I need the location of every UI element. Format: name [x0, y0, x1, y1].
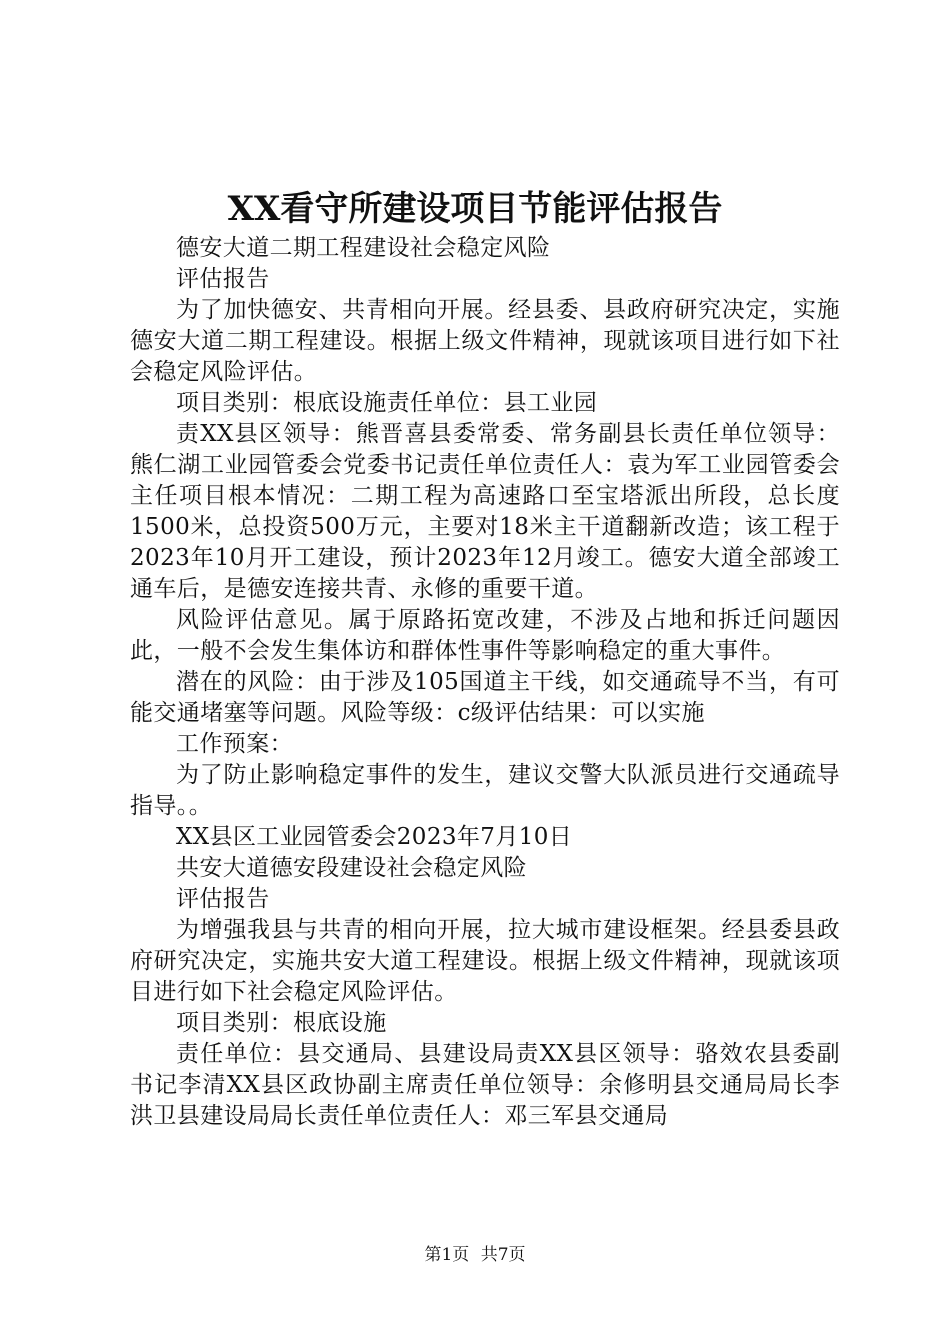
paragraph: 评估报告 — [176, 266, 270, 292]
paragraph: 评估报告 — [176, 886, 270, 912]
paragraph: 为了防止影响稳定事件的发生，建议交警大队派员进行交通疏导指导。。 — [130, 762, 840, 819]
paragraph: 责任单位：县交通局、县建设局责XX县区领导：骆效农县委副书记李清XX县区政协副主席责任单位领导：余修明县交通局局长李洪卫县建设局局长责任单位责任人：邓三军县交通局 — [130, 1041, 840, 1129]
document-body — [130, 233, 840, 1132]
paragraph: 工作预案： — [176, 731, 293, 757]
paragraph: 责XX县区领导：熊晋喜县委常委、常务副县长责任单位领导：熊仁湖工业园管委会党委书记责任单位责任人：袁为军工业园管委会主任项目根本情况：二期工程为高速路口至宝塔派出所段，总长度1500米，总投资500万元，主要对18米主干道翻新改造；该工程于2023年10月开工建设，预计2023年12月竣工。德安大道全部竣工通车后，是德安连接共青、永修的重要干道。 — [130, 421, 840, 602]
page-total: 共7页 — [480, 1245, 526, 1265]
paragraph: 项目类别：根底设施 — [176, 1010, 387, 1036]
document-title: XX看守所建设项目节能评估报告 — [227, 189, 723, 229]
page-footer — [0, 1243, 950, 1267]
paragraph: 共安大道德安段建设社会稳定风险 — [176, 855, 527, 881]
paragraph: XX县区工业园管委会2023年7月10日 — [176, 824, 573, 850]
page-number: 第1页 — [424, 1245, 470, 1265]
paragraph: 潜在的风险：由于涉及105国道主干线，如交通疏导不当，有可能交通堵塞等问题。风险等级：c级评估结果：可以实施 — [130, 669, 840, 726]
paragraph: 德安大道二期工程建设社会稳定风险 — [176, 235, 551, 261]
paragraph: 为增强我县与共青的相向开展，拉大城市建设框架。经县委县政府研究决定，实施共安大道工程建设。根据上级文件精神，现就该项目进行如下社会稳定风险评估。 — [130, 917, 840, 1005]
paragraph: 为了加快德安、共青相向开展。经县委、县政府研究决定，实施德安大道二期工程建设。根据上级文件精神，现就该项目进行如下社会稳定风险评估。 — [130, 297, 840, 385]
paragraph: 项目类别：根底设施责任单位：县工业园 — [176, 390, 598, 416]
paragraph: 风险评估意见。属于原路拓宽改建，不涉及占地和拆迁问题因此，一般不会发生集体访和群体性事件等影响稳定的重大事件。 — [130, 607, 840, 664]
